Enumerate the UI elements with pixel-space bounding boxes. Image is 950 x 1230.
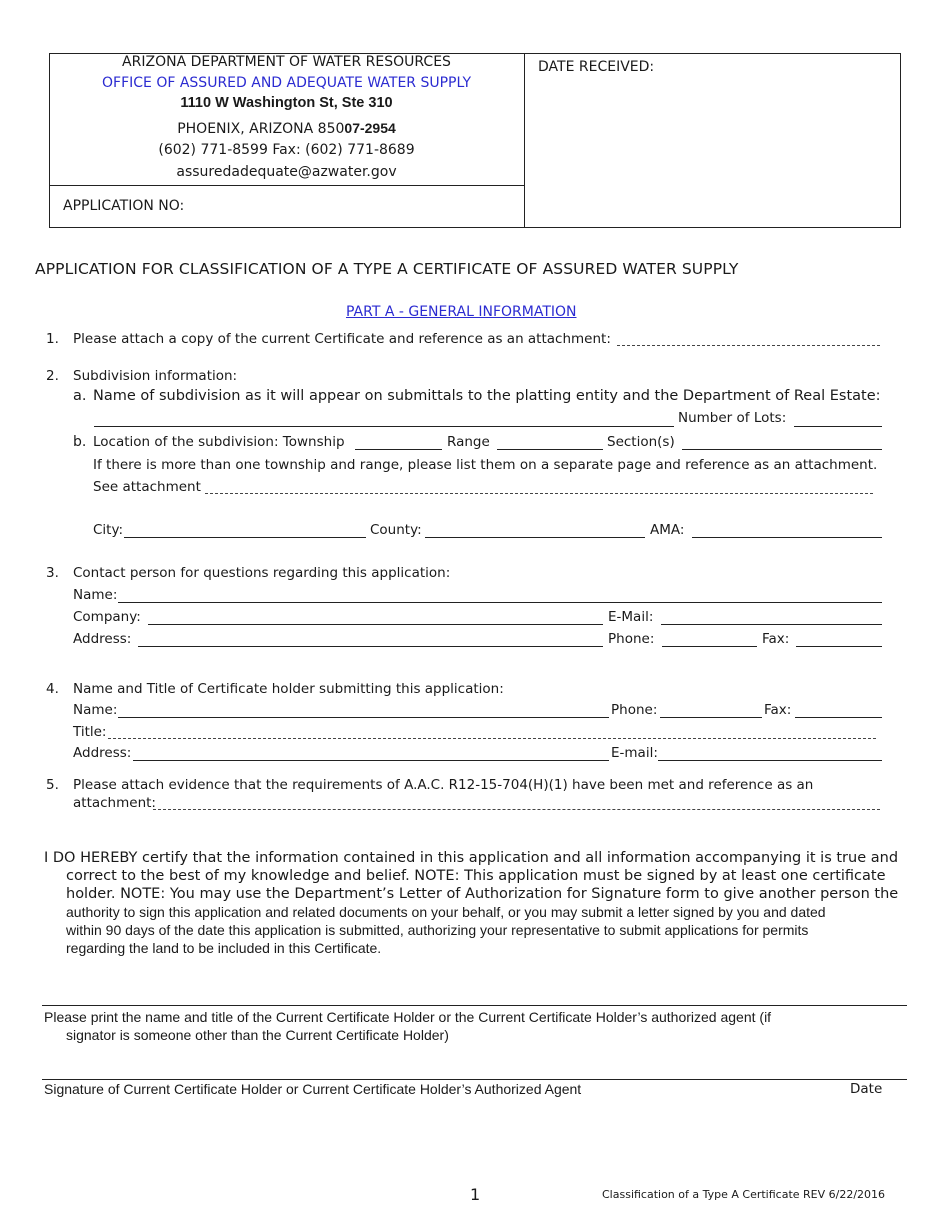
holder-name-field[interactable] <box>118 717 609 718</box>
certification-line-3: holder. NOTE: You may use the Department’s Letter of Authorization for Signature form to give another person the <box>66 886 899 902</box>
print-name-field[interactable] <box>42 1005 907 1006</box>
contact-name-label: Name: <box>73 587 118 603</box>
contact-phone-field[interactable] <box>662 646 757 647</box>
signature-field[interactable] <box>42 1079 907 1080</box>
holder-name-label: Name: <box>73 702 118 718</box>
certification-line-5: within 90 days of the date this application is submitted, authorizing your representative to submit applications for permits <box>66 922 809 938</box>
holder-title-field[interactable] <box>108 738 876 739</box>
agency-name: ARIZONA DEPARTMENT OF WATER RESOURCES <box>122 54 451 70</box>
section-field[interactable] <box>682 449 882 450</box>
part-a-heading: PART A - GENERAL INFORMATION <box>346 304 577 320</box>
phone-fax: (602) 771-8599 Fax: (602) 771-8689 <box>158 142 415 158</box>
contact-phone-label: Phone: <box>608 631 655 647</box>
signature-label: Signature of Current Certificate Holder or Current Certificate Holder’s Authorized Agent <box>44 1081 582 1097</box>
holder-phone-label: Phone: <box>611 702 658 718</box>
range-label: Range <box>447 434 490 450</box>
q2-text: Subdivision information: <box>73 368 238 384</box>
q5-text: Please attach evidence that the requirements of A.A.C. R12-15-704(H)(1) have been met and reference as an <box>73 777 814 793</box>
contact-email-field[interactable] <box>661 624 882 625</box>
subdivision-name-field[interactable] <box>94 426 674 427</box>
office-email: assuredadequate@azwater.gov <box>176 164 397 180</box>
number-of-lots-field[interactable] <box>794 426 882 427</box>
application-no-label: APPLICATION NO: <box>63 198 185 214</box>
certification-line-6: regarding the land to be included in this Certificate. <box>66 940 382 956</box>
county-label: County: <box>370 522 422 538</box>
q1-attachment-field[interactable] <box>617 345 880 346</box>
form-title: APPLICATION FOR CLASSIFICATION OF A TYPE A CERTIFICATE OF ASSURED WATER SUPPLY <box>35 260 739 278</box>
q2-number: 2. <box>46 368 59 384</box>
holder-phone-field[interactable] <box>660 717 762 718</box>
q2b-label: b. <box>73 434 87 450</box>
see-attachment-field[interactable] <box>205 493 873 494</box>
q1-number: 1. <box>46 331 59 347</box>
range-field[interactable] <box>497 449 603 450</box>
print-name-line-2: signator is someone other than the Current Certificate Holder) <box>66 1027 449 1043</box>
certification-paragraph <box>44 849 906 957</box>
contact-company-field[interactable] <box>148 624 603 625</box>
contact-name-field[interactable] <box>118 602 882 603</box>
q5-attachment-field[interactable] <box>153 809 880 810</box>
office-name: OFFICE OF ASSURED AND ADEQUATE WATER SUPPLY <box>102 75 471 91</box>
contact-email-label: E-Mail: <box>608 609 654 625</box>
certification-line-1: I DO HEREBY certify that the information contained in this application and all information accompanying it is true and <box>44 850 899 866</box>
contact-address-field[interactable] <box>138 646 603 647</box>
certification-line-2: correct to the best of my knowledge and belief. NOTE: This application must be signed by at least one certificate <box>66 868 886 884</box>
city-field[interactable] <box>124 537 366 538</box>
township-field[interactable] <box>355 449 442 450</box>
holder-address-field[interactable] <box>133 760 609 761</box>
header-divider-horizontal <box>49 185 524 186</box>
number-of-lots-label: Number of Lots: <box>678 410 787 426</box>
holder-address-label: Address: <box>73 745 132 761</box>
county-field[interactable] <box>425 537 645 538</box>
q4-text: Name and Title of Certificate holder submitting this application: <box>73 681 504 697</box>
city-state-zip <box>49 120 524 137</box>
contact-fax-label: Fax: <box>762 631 790 647</box>
section-label: Section(s) <box>607 434 675 450</box>
contact-fax-field[interactable] <box>796 646 882 647</box>
holder-fax-field[interactable] <box>795 717 882 718</box>
q3-text: Contact person for questions regarding this application: <box>73 565 451 581</box>
q2a-text: Name of subdivision as it will appear on submittals to the platting entity and the Department of Real Estate: <box>93 388 881 404</box>
q4-number: 4. <box>46 681 59 697</box>
q2b-note: If there is more than one township and range, please list them on a separate page and reference as an attachment. <box>93 457 878 473</box>
form-revision: Classification of a Type A Certificate REV 6/22/2016 <box>602 1188 886 1201</box>
contact-company-label: Company: <box>73 609 141 625</box>
holder-email-field[interactable] <box>658 760 882 761</box>
q5-attachment-label: attachment: <box>73 795 156 811</box>
see-attachment-label: See attachment <box>93 479 201 495</box>
zip-extension: 07-2954 <box>344 120 396 136</box>
q5-number: 5. <box>46 777 59 793</box>
ama-label: AMA: <box>650 522 685 538</box>
header-divider-vertical <box>524 53 525 228</box>
contact-address-label: Address: <box>73 631 132 647</box>
city-label: City: <box>93 522 124 538</box>
q2a-label: a. <box>73 388 87 404</box>
street-address: 1110 W Washington St, Ste 310 <box>180 95 393 111</box>
date-received-label: DATE RECEIVED: <box>538 59 655 75</box>
ama-field[interactable] <box>692 537 882 538</box>
holder-email-label: E-mail: <box>611 745 658 761</box>
q3-number: 3. <box>46 565 59 581</box>
print-name-instructions <box>44 1008 906 1044</box>
city-state: PHOENIX, ARIZONA 850 <box>177 121 345 137</box>
date-label: Date <box>850 1081 883 1097</box>
q1-text: Please attach a copy of the current Certificate and reference as an attachment: <box>73 331 611 347</box>
page-number: 1 <box>470 1185 481 1204</box>
certification-line-4: authority to sign this application and related documents on your behalf, or you may submit a letter signed by you and dated <box>66 904 826 920</box>
print-name-line-1: Please print the name and title of the Current Certificate Holder or the Current Certificate Holder’s authorized agent (if <box>44 1009 772 1025</box>
holder-fax-label: Fax: <box>764 702 792 718</box>
q2b-text: Location of the subdivision: Township <box>93 434 345 450</box>
holder-title-label: Title: <box>73 724 107 740</box>
